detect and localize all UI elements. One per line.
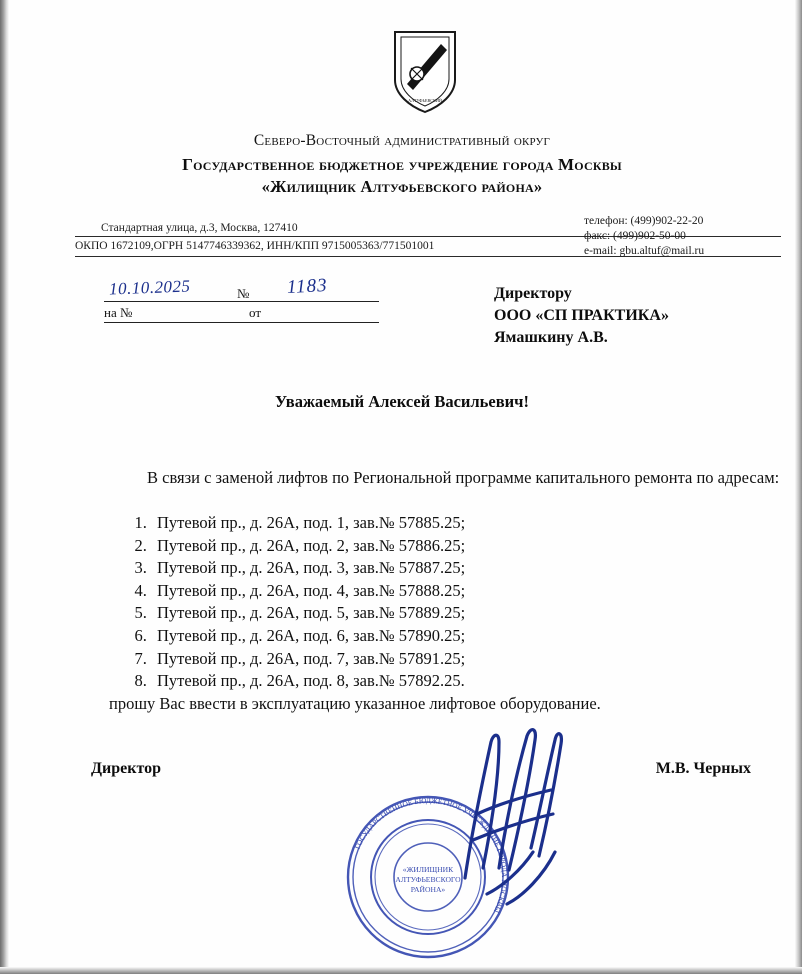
stamp-outer-text: ГОСУДАРСТВЕННОЕ БЮДЖЕТНОЕ УЧРЕЖДЕНИЕ ГОРОДА МОСКВЫ <box>352 795 510 915</box>
list-item: 5. Путевой пр., д. 26А, под. 5, зав.№ 57889.25; <box>151 602 771 625</box>
reference-rule-bottom <box>104 322 379 323</box>
salutation: Уважаемый Алексей Васильевич! <box>275 392 529 411</box>
list-item: 7. Путевой пр., д. 26А, под. 7, зав.№ 57891.25; <box>151 648 771 671</box>
list-item: 3. Путевой пр., д. 26А, под. 3, зав.№ 57887.25; <box>151 557 771 580</box>
signer-position: Директор <box>91 760 161 777</box>
reference-date-handwritten: 10.10.2025 <box>108 276 191 299</box>
header-district: Северо-Восточный административный округ <box>253 132 551 149</box>
reference-number-handwritten: 1183 <box>286 274 329 299</box>
stamp-inner-line3: РАЙОНА» <box>410 885 446 894</box>
elevator-list <box>129 512 771 693</box>
document-content <box>9 0 795 967</box>
body-intro-paragraph: В связи с заменой лифтов по Региональной программе капитального ремонта по адресам: <box>147 468 780 487</box>
signer-name: М.В. Черных <box>655 760 751 777</box>
reply-date-label: от <box>249 305 262 320</box>
org-codes: ОКПО 1672109,ОГРН 5147746339362, ИНН/КПП 9715005363/771501001 <box>75 240 435 252</box>
list-item: 6. Путевой пр., д. 26А, под. 6, зав.№ 57890.25; <box>151 625 771 648</box>
addressee-block <box>494 283 794 349</box>
stamp-inner-line1: «ЖИЛИЩНИК <box>402 865 454 874</box>
org-email: e-mail: gbu.altuf@mail.ru <box>584 245 705 257</box>
org-phone: телефон: (499)902-22-20 <box>584 215 704 227</box>
stamp-inner-line2: АЛТУФЬЕВСКОГО <box>395 875 461 884</box>
reply-to-label: на № <box>104 305 133 320</box>
emblem-caption: АЛТУФЬЕВСКИЙ <box>408 98 442 103</box>
scan-edge-right <box>795 0 802 974</box>
list-item: 2. Путевой пр., д. 26А, под. 2, зав.№ 57886.25; <box>151 535 771 558</box>
body-closing-paragraph: прошу Вас ввести в эксплуатацию указанное лифтовое оборудование. <box>109 694 601 713</box>
header-institution-name: «Жилищник Алтуфьевского района» <box>261 177 543 196</box>
list-item: 4. Путевой пр., д. 26А, под. 4, зав.№ 57888.25; <box>151 580 771 603</box>
scan-edge-left <box>0 0 9 974</box>
addressee-name: Ямашкину А.В. <box>494 329 608 346</box>
handwritten-signature <box>447 718 587 918</box>
addressee-position: Директору <box>494 285 572 302</box>
scan-edge-bottom <box>0 967 802 974</box>
reference-rule-top <box>104 301 379 302</box>
org-fax: факс: (499)902-50-00 <box>584 230 686 242</box>
header-institution: Государственное бюджетное учреждение города Москвы <box>182 155 622 174</box>
org-address: Стандартная улица, д.3, Москва, 127410 <box>101 222 298 234</box>
org-contacts <box>584 214 794 259</box>
list-item: 1. Путевой пр., д. 26А, под. 1, зав.№ 57885.25; <box>151 512 771 535</box>
list-item: 8. Путевой пр., д. 26А, под. 8, зав.№ 57892.25. <box>151 670 771 693</box>
reference-number-sign: № <box>237 286 250 301</box>
addressee-company: ООО «СП ПРАКТИКА» <box>494 307 669 324</box>
coat-of-arms-icon <box>389 28 461 116</box>
